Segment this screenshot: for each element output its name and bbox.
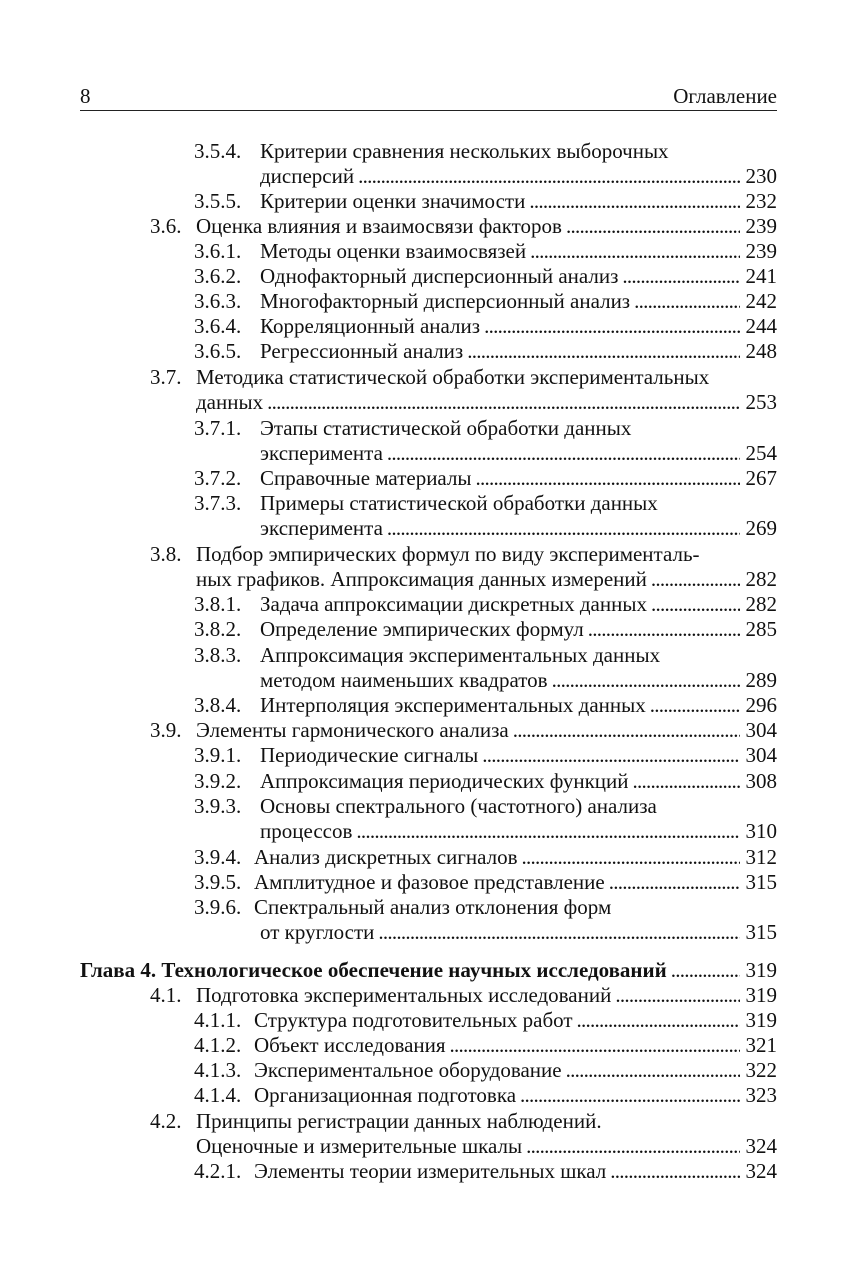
toc-title: Корреляционный анализ [260,314,481,338]
toc-number: 3.6. [150,214,182,238]
toc-title: Регрессионный анализ [260,339,464,363]
toc-page: 296 [745,693,777,717]
toc-entry-3-6-5 [0,338,857,364]
toc-entry-3-9-4 [0,844,857,870]
toc-page: 324 [745,1159,777,1183]
toc-entry-3-9-5 [0,869,857,895]
toc-number: 3.9.2. [194,769,242,793]
toc-entry-4-2-cont [0,1133,857,1159]
toc-page: 315 [745,920,777,944]
toc-title: от круглости [260,920,375,944]
toc-page: 312 [745,845,777,869]
toc-leader [522,844,740,870]
toc-leader [634,288,739,314]
toc-leader [476,465,740,491]
toc-entry-3-5-4-cont [0,163,857,189]
toc-entry-4-1-3 [0,1057,857,1083]
toc-title: ных графиков. Аппроксимация данных измерений [196,567,647,591]
toc-entry-3-6-2 [0,263,857,289]
toc-page: 285 [745,617,777,641]
toc-leader [450,1032,740,1058]
toc-page: 282 [745,592,777,616]
page-number: 8 [80,84,91,108]
toc-title: Экспериментальное оборудование [254,1058,562,1082]
toc-number: 3.9.3. [194,794,242,818]
toc-page: 242 [745,289,777,313]
toc-title: Методы оценки взаимосвязей [260,239,527,263]
toc-leader [566,213,740,239]
toc-title: Амплитудное и фазовое представление [254,870,605,894]
toc-leader [530,238,739,264]
toc-entry-3-9-3-cont [0,818,857,844]
toc-leader [378,919,739,945]
toc-leader [615,982,739,1008]
toc-page: 239 [745,214,777,238]
toc-number: 4.2. [150,1109,182,1133]
toc-page: 289 [745,668,777,692]
toc-title: Принципы регистрации данных наблюдений. [196,1109,602,1133]
toc-title: дисперсий [260,164,355,188]
toc-entry-3-6-4 [0,313,857,339]
toc-number: 3.7.1. [194,416,242,440]
toc-entry-3-9-3 [0,793,857,819]
toc-page: 254 [745,441,777,465]
toc-title: эксперимента [260,441,383,465]
toc-leader [588,616,740,642]
toc-entry-3-9-2 [0,768,857,794]
toc-entry-3-6-3 [0,288,857,314]
toc-number: 3.9.4. [194,845,242,869]
toc-leader [520,1082,739,1108]
toc-number: 3.8.3. [194,643,242,667]
toc-page: 310 [745,819,777,843]
toc-entry-3-7-3 [0,490,857,516]
toc-title: Подбор эмпирических формул по виду эксперименталь- [196,542,700,566]
toc-entry-3-5-5 [0,188,857,214]
toc-number: 4.1.3. [194,1058,242,1082]
toc-number: 3.9.6. [194,895,242,919]
toc-leader [387,515,740,541]
toc-page: 321 [745,1033,777,1057]
toc-page: 324 [745,1134,777,1158]
toc-title: процессов [260,819,353,843]
toc-entry-3-7-cont [0,389,857,415]
toc-page: 269 [745,516,777,540]
toc-number: 3.6.5. [194,339,242,363]
toc-page: 230 [745,164,777,188]
toc-entry-4-1-2 [0,1032,857,1058]
toc-page: 248 [745,339,777,363]
toc-leader [356,818,739,844]
toc-number: 3.7.3. [194,491,242,515]
toc-number: 3.8.1. [194,592,242,616]
toc-page: 239 [745,239,777,263]
toc-entry-3-9 [0,717,857,743]
toc-page: 282 [745,567,777,591]
toc-page: 315 [745,870,777,894]
toc-title: Примеры статистической обработки данных [260,491,658,515]
toc-title: Методика статистической обработки экспериментальных [196,365,710,389]
toc-entry-3-9-6 [0,894,857,920]
toc-title: Спектральный анализ отклонения форм [254,895,612,919]
running-header [80,84,777,111]
toc-page: 253 [745,390,777,414]
toc-leader [526,1133,739,1159]
toc-entry-4-2-1 [0,1158,857,1184]
toc-entry-3-5-4 [0,138,857,164]
toc-number: 4.1.4. [194,1083,242,1107]
toc-entry-3-8-4 [0,692,857,718]
toc-title: Организационная подготовка [254,1083,517,1107]
toc-entry-3-8-3-cont [0,667,857,693]
toc-leader [484,313,739,339]
toc-leader [622,263,739,289]
toc-leader [566,1057,740,1083]
toc-entry-3-9-6-cont [0,919,857,945]
toc-title: Основы спектрального (частотного) анализа [260,794,657,818]
toc-title: Элементы теории измерительных шкал [254,1159,607,1183]
toc-number: 3.8. [150,542,182,566]
toc-title: Оценка влияния и взаимосвязи факторов [196,214,562,238]
toc-title: Задача аппроксимации дискретных данных [260,592,647,616]
toc-entry-4-1-1 [0,1007,857,1033]
toc-chapter-4 [0,957,857,983]
toc-entry-3-7-2 [0,465,857,491]
toc-page: 322 [745,1058,777,1082]
toc-leader [610,1158,739,1184]
toc-entry-3-7-1-cont [0,440,857,466]
toc-title: Этапы статистической обработки данных [260,416,632,440]
toc-entry-4-2 [0,1108,857,1134]
toc-leader [482,742,739,768]
toc-page: 244 [745,314,777,338]
toc-leader [671,957,740,983]
toc-page: 319 [745,958,777,982]
toc-title: Справочные материалы [260,466,472,490]
toc-chapter-title: Глава 4. Технологическое обеспечение научных исследований [80,958,667,982]
toc-entry-4-1-4 [0,1082,857,1108]
toc-leader [358,163,739,189]
toc-entry-4-1 [0,982,857,1008]
toc-entry-3-9-1 [0,742,857,768]
toc-entry-3-8-1 [0,591,857,617]
toc-number: 3.6.1. [194,239,242,263]
toc-number: 3.7.2. [194,466,242,490]
toc-entry-3-7-1 [0,415,857,441]
toc-title: методом наименьших квадратов [260,668,548,692]
toc-title: Критерии сравнения нескольких выборочных [260,139,669,163]
toc-title: Подготовка экспериментальных исследований [196,983,612,1007]
toc-leader [267,389,739,415]
toc-title: Критерии оценки значимости [260,189,526,213]
toc-title: Анализ дискретных сигналов [254,845,518,869]
toc-number: 3.8.4. [194,693,242,717]
toc-title: Интерполяция экспериментальных данных [260,693,646,717]
toc-number: 3.8.2. [194,617,242,641]
toc-title: Однофакторный дисперсионный анализ [260,264,619,288]
toc-entry-3-8-cont [0,566,857,592]
toc-title: Определение эмпирических формул [260,617,584,641]
toc-title: данных [196,390,264,414]
toc-title: Аппроксимация периодических функций [260,769,629,793]
toc-number: 4.1. [150,983,182,1007]
toc-leader [552,667,740,693]
toc-number: 3.7. [150,365,182,389]
toc-page: 304 [745,718,777,742]
toc-number: 3.6.4. [194,314,242,338]
toc-entry-3-6-1 [0,238,857,264]
toc-number: 3.6.3. [194,289,242,313]
toc-page: 267 [745,466,777,490]
toc-entry-3-8-2 [0,616,857,642]
toc-title: Периодические сигналы [260,743,479,767]
toc-leader [650,692,740,718]
toc-title: Многофакторный дисперсионный анализ [260,289,631,313]
toc-entry-3-6 [0,213,857,239]
toc-number: 4.2.1. [194,1159,242,1183]
toc-entry-3-8-3 [0,642,857,668]
toc-number: 4.1.1. [194,1008,242,1032]
toc-leader [609,869,740,895]
toc-entry-3-8 [0,541,857,567]
toc-leader [651,591,740,617]
toc-entry-3-7 [0,364,857,390]
toc-title: эксперимента [260,516,383,540]
toc-number: 4.1.2. [194,1033,242,1057]
toc-number: 3.5.4. [194,139,242,163]
toc-page: 319 [745,983,777,1007]
toc-leader [513,717,740,743]
toc-leader [633,768,740,794]
toc-title: Оценочные и измерительные шкалы [196,1134,523,1158]
toc-number: 3.6.2. [194,264,242,288]
toc-leader [529,188,739,214]
toc-title: Аппроксимация экспериментальных данных [260,643,661,667]
toc-leader [387,440,740,466]
toc-page: 241 [745,264,777,288]
toc-page: 232 [745,189,777,213]
toc-number: 3.9. [150,718,182,742]
toc-entry-3-7-3-cont [0,515,857,541]
running-title: Оглавление [673,84,777,108]
toc-number: 3.9.1. [194,743,242,767]
toc-title: Структура подготовительных работ [254,1008,573,1032]
toc-number: 3.5.5. [194,189,242,213]
toc-number: 3.9.5. [194,870,242,894]
toc-leader [577,1007,740,1033]
toc-leader [467,338,739,364]
toc-page: 304 [745,743,777,767]
toc-title: Объект исследования [254,1033,446,1057]
toc-page: 319 [745,1008,777,1032]
toc-title: Элементы гармонического анализа [196,718,509,742]
toc-page: 308 [745,769,777,793]
toc-leader [651,566,740,592]
toc-page: 323 [745,1083,777,1107]
